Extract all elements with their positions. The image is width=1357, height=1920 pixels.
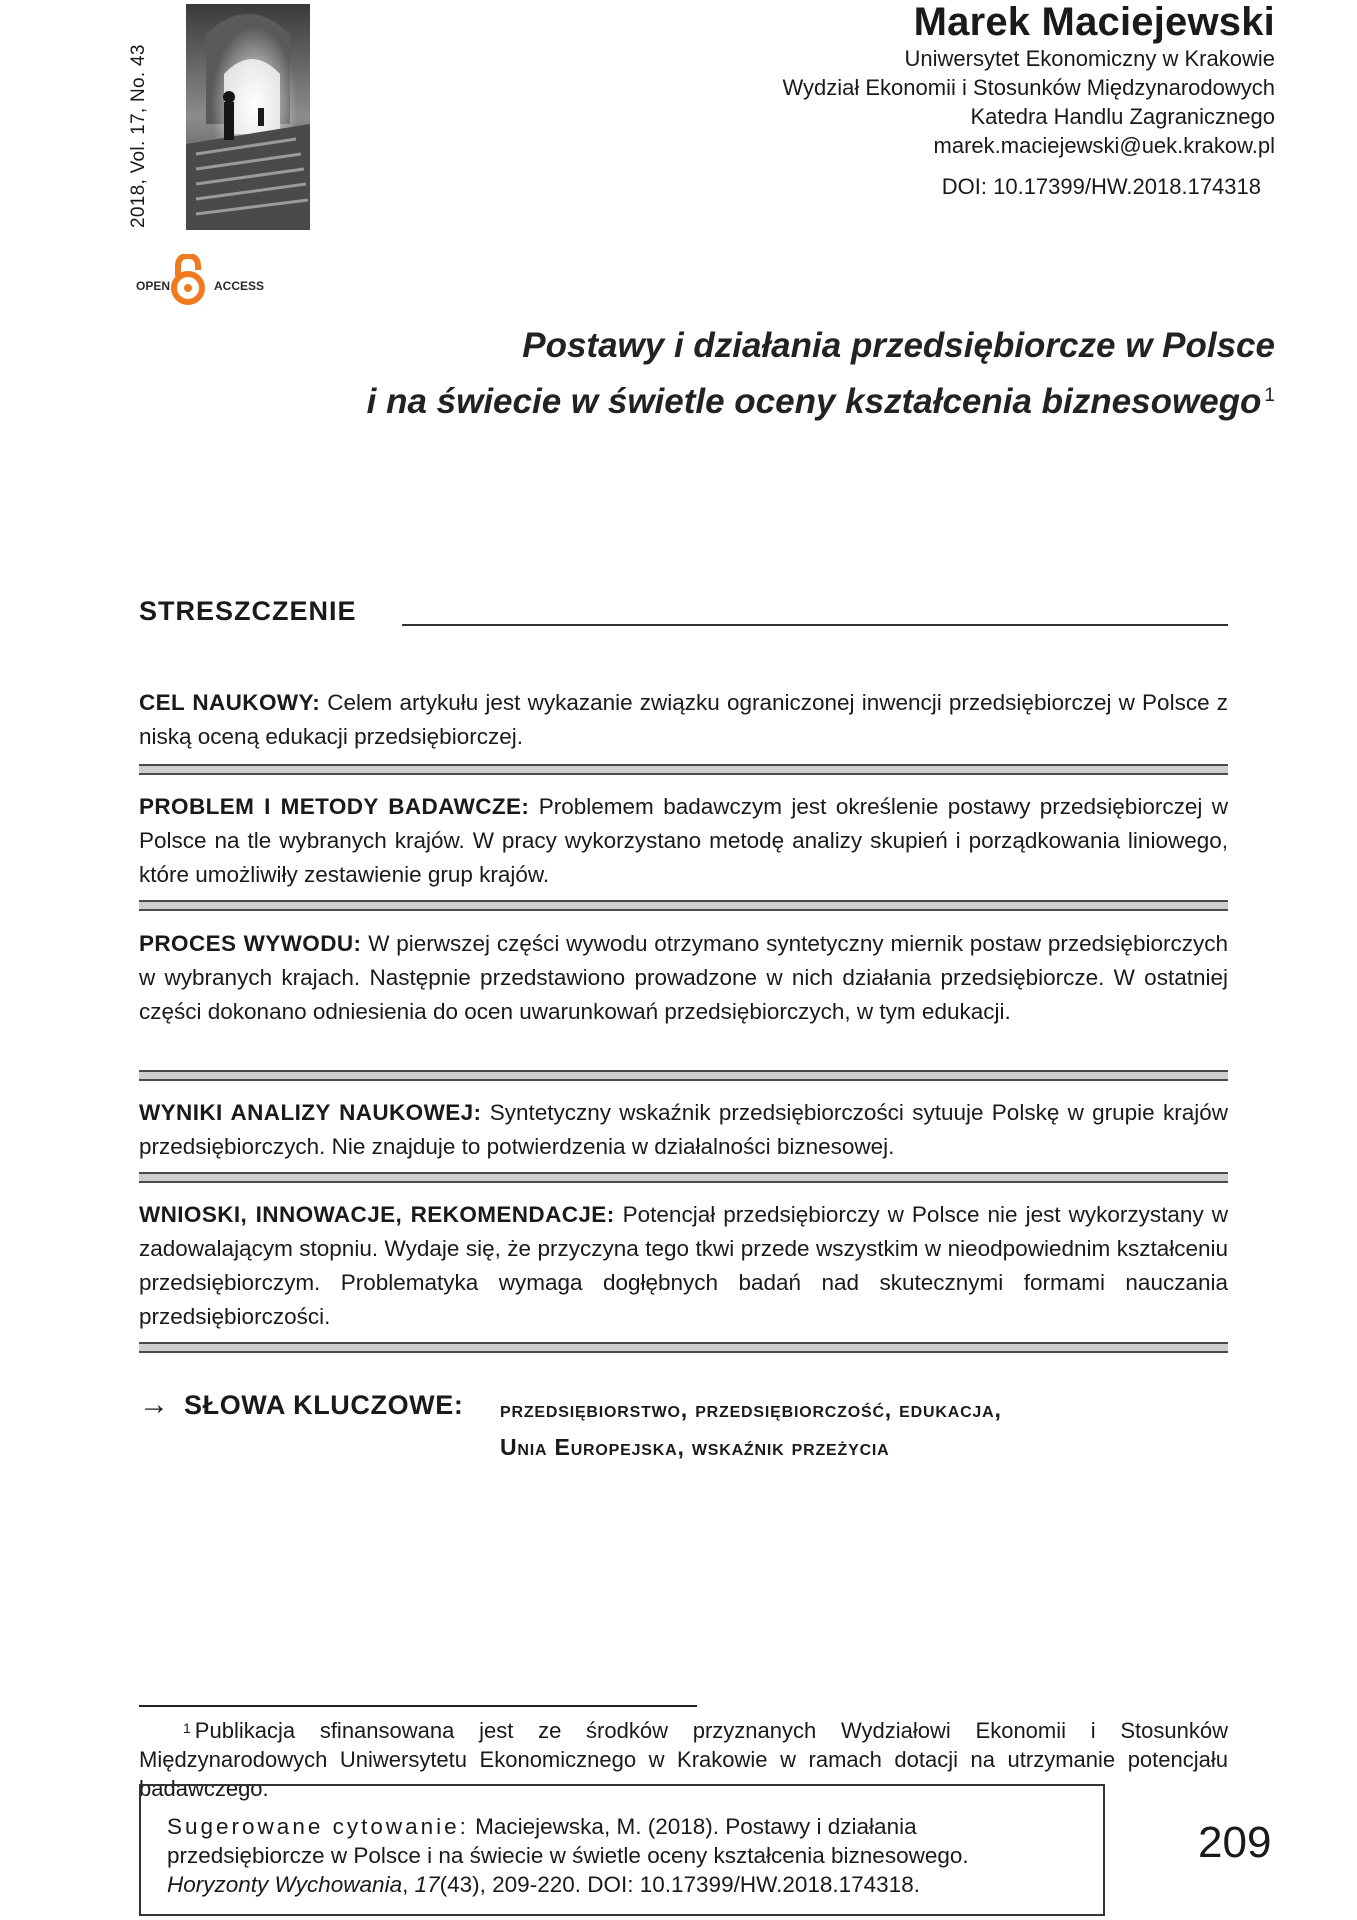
article-title-line-2: i na świecie w świetle oceny kształcenia biznesowego bbox=[366, 382, 1262, 421]
open-access-right-text: ACCESS bbox=[214, 279, 265, 293]
open-access-logo bbox=[136, 254, 286, 306]
section-divider bbox=[139, 1070, 1228, 1081]
page-number: 209 bbox=[1198, 1818, 1272, 1867]
keywords-line-2: Unia Europejska, wskaźnik przeżycia bbox=[500, 1434, 890, 1460]
citation-journal: Horyzonty Wychowania bbox=[167, 1872, 403, 1897]
affiliation-department: Katedra Handlu Zagranicznego bbox=[970, 104, 1275, 129]
citation-pages-doi: (43), 209-220. DOI: 10.17399/HW.2018.174318. bbox=[439, 1872, 920, 1897]
section-text: Potencjał przedsiębiorczy w Polsce nie jest wykorzystany w zadowalającym stopniu. Wydaje się, że przyczyna tego tkwi przede wszystkim w nieodpowiednim kształceniu przedsiębiorczym. Problematyka wymaga dogłębnych badań nad skutecznymi formami nauczania przedsiębiorczości. bbox=[139, 1202, 1228, 1329]
heading-rule bbox=[402, 624, 1228, 626]
section-divider bbox=[139, 764, 1228, 775]
article-title bbox=[225, 318, 1275, 430]
abstract-section-results bbox=[139, 1096, 1228, 1164]
abstract-section-methods bbox=[139, 790, 1228, 892]
section-label: PROCES WYWODU: bbox=[139, 931, 362, 956]
suggested-citation-box bbox=[139, 1784, 1105, 1916]
section-divider bbox=[139, 1342, 1228, 1353]
author-email[interactable]: marek.maciejewski@uek.krakow.pl bbox=[933, 133, 1275, 158]
section-label: WNIOSKI, INNOWACJE, REKOMENDACJE: bbox=[139, 1202, 615, 1227]
section-text: W pierwszej części wywodu otrzymano syntetyczny miernik postaw przedsiębiorczych w wybranych krajach. Następnie przedstawiono prowadzone w nich działania przedsiębiorcze. W ostatniej części dokonano odniesienia do ocen uwarunkowań przedsiębiorczych, w tym edukacji. bbox=[139, 931, 1228, 1024]
citation-text: Maciejewska, M. (2018). Postawy i działania przedsiębiorcze w Polsce i na świecie w świetle oceny kształcenia biznesowego. bbox=[167, 1814, 969, 1868]
citation-volume: 17 bbox=[414, 1872, 440, 1897]
journal-volume-info: 2018, Vol. 17, No. 43 bbox=[128, 44, 149, 228]
abstract-section-conclusions bbox=[139, 1198, 1228, 1334]
title-footnote-mark[interactable]: 1 bbox=[1264, 385, 1275, 406]
affiliation-university: Uniwersytet Ekonomiczny w Krakowie bbox=[904, 46, 1275, 71]
section-label: PROBLEM I METODY BADAWCZE: bbox=[139, 794, 530, 819]
citation-label: Sugerowane cytowanie: bbox=[167, 1814, 469, 1839]
open-lock-icon bbox=[174, 256, 202, 302]
section-text: Celem artykułu jest wykazanie związku ograniczonej inwencji przedsiębiorczej w Polsce z niską oceną edukacji przedsiębiorczej. bbox=[139, 690, 1228, 749]
section-text: Problemem badawczym jest określenie postawy przedsiębiorczej w Polsce na tle wybranych krajów. W pracy wykorzystano metodę analizy skupień i porządkowania liniowego, które umożliwiły zestawienie grup krajów. bbox=[139, 794, 1229, 887]
keywords-list bbox=[500, 1390, 1260, 1466]
journal-cover-image bbox=[186, 4, 310, 230]
footnote-rule bbox=[139, 1705, 697, 1707]
open-access-left-text: OPEN bbox=[136, 279, 171, 293]
abstract-section-aim bbox=[139, 686, 1228, 754]
article-doi[interactable]: DOI: 10.17399/HW.2018.174318 bbox=[941, 174, 1261, 199]
affiliation-faculty: Wydział Ekonomii i Stosunków Międzynarodowych bbox=[782, 75, 1275, 100]
citation-separator: , bbox=[402, 1872, 415, 1897]
section-divider bbox=[139, 900, 1228, 911]
section-divider bbox=[139, 1172, 1228, 1183]
section-text: Syntetyczny wskaźnik przedsiębiorczości sytuuje Polskę w grupie krajów przedsiębiorczych. Nie znajduje to potwierdzenia w działalności biznesowej. bbox=[139, 1100, 1229, 1159]
keywords-line-1: przedsiębiorstwo, przedsiębiorczość, edukacja, bbox=[500, 1396, 1002, 1422]
article-title-line-1: Postawy i działania przedsiębiorcze w Polsce bbox=[522, 326, 1275, 365]
section-label: WYNIKI ANALIZY NAUKOWEJ: bbox=[139, 1100, 482, 1125]
author-name: Marek Maciejewski bbox=[913, 0, 1275, 44]
arrow-right-icon: → bbox=[139, 1388, 169, 1421]
author-block bbox=[575, 0, 1275, 201]
footnote-text: Publikacja sfinansowana jest ze środków przyznanych Wydziałowi Ekonomii i Stosunków Międzynarodowych Uniwersytetu Ekonomicznego w Krakowie w ramach dotacji na utrzymanie potencjału badawczego. bbox=[139, 1718, 1228, 1801]
keywords-label: SŁOWA KLUCZOWE: bbox=[184, 1390, 464, 1420]
abstract-heading: STRESZCZENIE bbox=[139, 596, 357, 626]
abstract-section-process bbox=[139, 927, 1228, 1029]
section-label: CEL NAUKOWY: bbox=[139, 690, 321, 715]
footnote-mark: 1 bbox=[183, 1720, 191, 1736]
